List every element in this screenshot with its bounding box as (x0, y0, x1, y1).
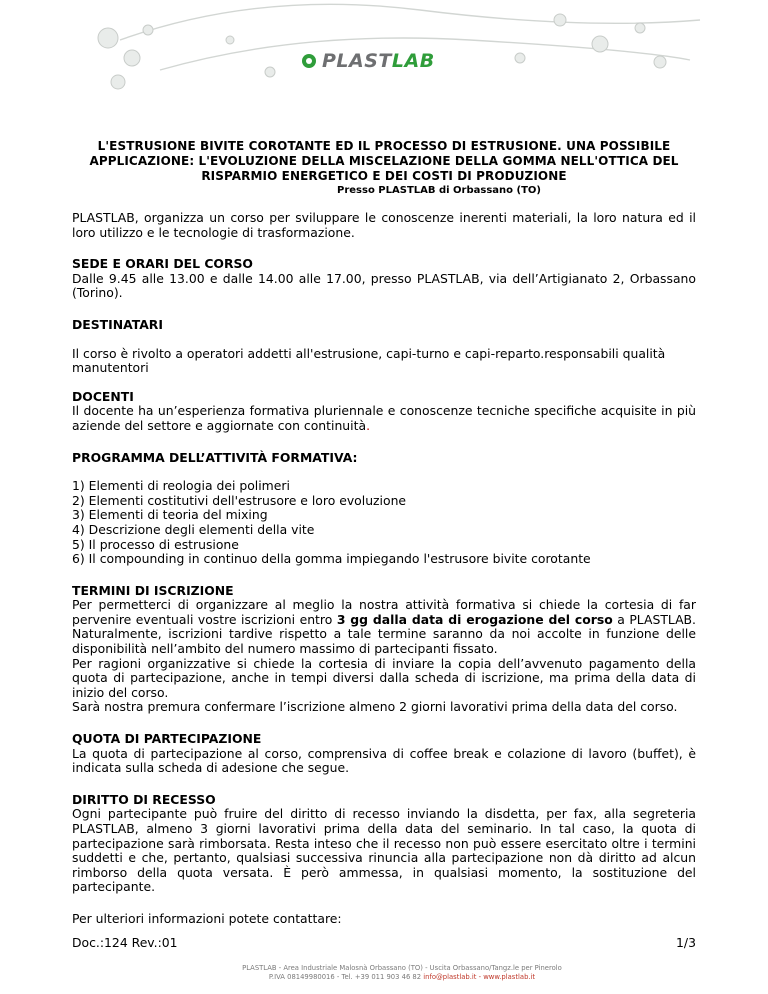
footer-page-number: 1/3 (676, 935, 696, 950)
logo-text-plast: PLAST (322, 50, 392, 72)
list-item: 5) Il processo di estrusione (72, 536, 239, 552)
termini-paragraph-2: Per ragioni organizzative si chiede la cortesia di inviare la copia dell’avvenuto pagamento della quota di partecipazione, anche in tempi diversi dalla scheda di iscrizione, ma prima della data di inizio del corso. (72, 655, 696, 700)
section-heading-recesso: DIRITTO DI RECESSO (72, 791, 216, 807)
document-body (72, 211, 696, 927)
document-subtitle: Presso PLASTLAB di Orbassano (TO) (337, 185, 541, 196)
list-item: 1) Elementi di reologia dei polimeri (72, 478, 290, 494)
contatti-text: Per ulteriori informazioni potete contattare: (72, 910, 342, 926)
document-title-block (70, 139, 698, 197)
footer-doc-reference: Doc.:124 Rev.:01 (72, 935, 178, 950)
section-heading-docenti: DOCENTI (72, 388, 134, 404)
termini-p1-before: Per permetterci di organizzare al meglio la nostra attività formativa si chiede la cortesia di far pervenire eventuali vostre iscrizioni entro (72, 597, 696, 627)
docenti-text-body: Il docente ha un’esperienza formativa pluriennale e conoscenze tecniche specifiche acquisite in più aziende del settore e aggiornate con continuità (72, 403, 696, 433)
section-heading-sede: SEDE E ORARI DEL CORSO (72, 256, 253, 272)
destinatari-text: Il corso è rivolto a operatori addetti all'estrusione, capi-turno e capi-reparto.responsabili qualità manutentori (72, 345, 666, 376)
termini-p1-after: a PLASTLAB. Naturalmente, iscrizioni tardive rispetto a tale termine saranno da noi accolte in funzione delle disponibilità nell’ambito del numero massimo di partecipanti fissato. (72, 611, 696, 657)
list-item: 4) Descrizione degli elementi della vite (72, 521, 315, 537)
document-title: L'ESTRUSIONE BIVITE COROTANTE ED IL PROCESSO DI ESTRUSIONE. UNA POSSIBILE APPLICAZIONE: L'EVOLUZIONE DELLA MISCELAZIONE DELLA GOMMA NELL'OTTICA DEL RISPARMIO ENERGETICO E DEI COSTI DI PRODUZIONE (89, 139, 679, 183)
list-item: 3) Elementi di teoria del mixing (72, 507, 268, 523)
footer-contact-line (192, 973, 612, 982)
list-item: 2) Elementi costitutivi dell'estrusore e loro evoluzione (72, 492, 407, 508)
termini-paragraph-3: Sarà nostra premura confermare l’iscrizione almeno 2 giorni lavorativi prima della data del corso. (72, 699, 678, 715)
logo-text (322, 50, 435, 72)
sede-text: Dalle 9.45 alle 13.00 e dalle 14.00 alle 17.00, presso PLASTLAB, via dell’Artigianato 2, Orbassano (Torino). (72, 270, 696, 301)
docenti-text (72, 404, 696, 433)
termini-paragraph-1 (72, 598, 696, 656)
list-item: 6) Il compounding in continuo della gomma impiegando l'estrusore bivite corotante (72, 551, 591, 567)
intro-paragraph: PLASTLAB, organizza un corso per sviluppare le conoscenze inerenti materiali, la loro natura ed il loro utilizzo e le tecnologie di trasformazione. (72, 210, 696, 240)
termini-p1-deadline: 3 gg dalla data di erogazione del corso (336, 611, 613, 627)
programma-list (72, 479, 696, 567)
plastlab-logo (300, 50, 470, 78)
section-heading-destinatari: DESTINATARI (72, 316, 163, 332)
docenti-text-dot: . (366, 417, 371, 433)
footer-address-line: PLASTLAB - Area Industriale Malosnà Orbassano (TO) - Uscita Orbassano/Tangz.le per Pinerolo (242, 964, 562, 972)
section-heading-programma: PROGRAMMA DELL’ATTIVITÀ FORMATIVA: (72, 449, 358, 465)
logo-text-lab: LAB (391, 50, 435, 72)
footer-company-info (192, 964, 612, 982)
footer-email-web: info@plastlab.it - www.plastlab.it (423, 973, 536, 981)
logo-mark-icon (300, 48, 318, 74)
section-heading-quota: QUOTA DI PARTECIPAZIONE (72, 731, 262, 747)
recesso-text: Ogni partecipante può fruire del diritto di recesso inviando la disdetta, per fax, alla segreteria PLASTLAB, almeno 3 giorni lavorativi prima della data del seminario. In tal caso, la quota di partecipazione sarà rimborsata. Resta inteso che il recesso non può essere esercitato oltre i termini suddetti e che, pertanto, qualsiasi successiva rinuncia alla partecipazione non dà diritto ad alcun rimborso della quota versata. È però ammessa, in qualsiasi momento, la sostituzione del partecipante. (72, 806, 696, 895)
section-heading-termini: TERMINI DI ISCRIZIONE (72, 582, 234, 598)
quota-text: La quota di partecipazione al corso, comprensiva di coffee break e colazione di lavoro (buffet), è indicata sulla scheda di adesione che segue. (72, 745, 696, 776)
footer-vat-phone: P.IVA 08149980016 - Tel. +39 011 903 46 82 (268, 973, 424, 981)
